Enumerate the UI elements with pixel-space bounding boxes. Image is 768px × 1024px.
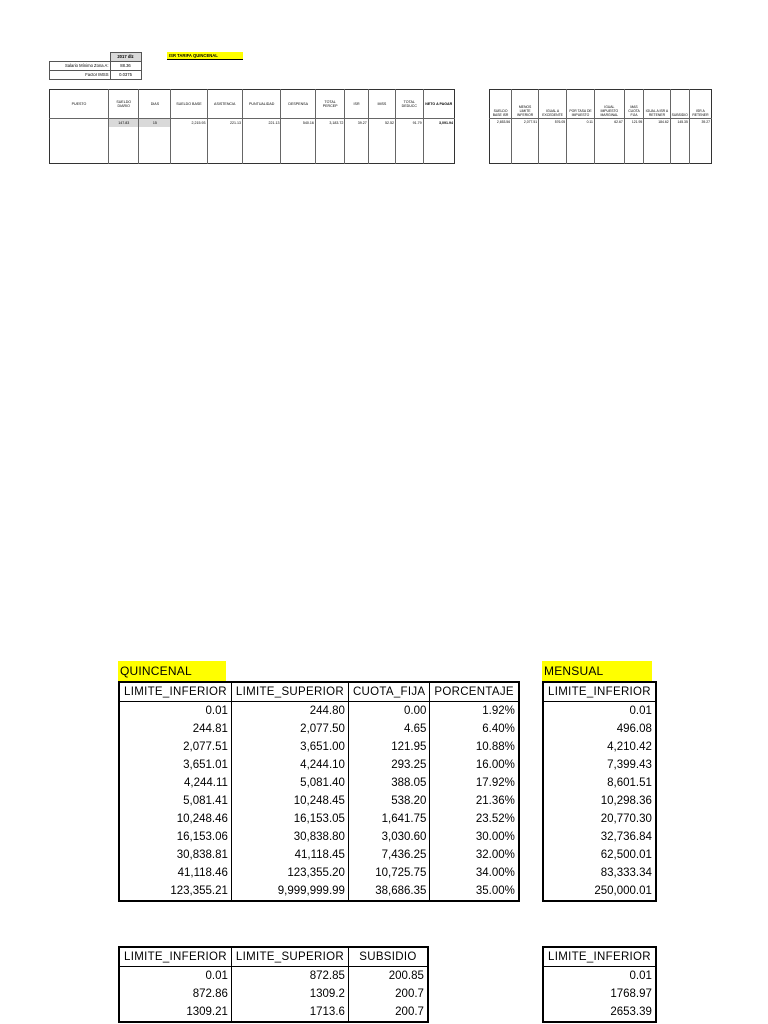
isr-calc-value-cell: 184.62 xyxy=(644,119,670,128)
payroll-empty-cell xyxy=(281,127,315,164)
table-row xyxy=(119,846,519,864)
table-cell: 10,248.45 xyxy=(231,792,348,810)
table-row xyxy=(119,702,519,721)
isr-calc-empty-cell xyxy=(594,127,624,164)
table-cell: 1713.6 xyxy=(231,1003,348,1022)
isr-calc-header-cell: MENOS LIMITE INFERIOR xyxy=(512,90,539,119)
isr-calc-value-cell: 121.95 xyxy=(624,119,643,128)
table-row xyxy=(119,792,519,810)
table-cell: 0.00 xyxy=(348,702,429,721)
payroll-value-cell: 15 xyxy=(139,119,171,128)
payroll-empty-cell xyxy=(396,127,424,164)
table-cell: 41,118.46 xyxy=(119,864,231,882)
year-label: 2017 dlz xyxy=(110,53,141,62)
table-row xyxy=(543,774,656,792)
isr-calc-empty-cell xyxy=(644,127,670,164)
isr-calc-header-cell: POR TASA DE IMPUESTO xyxy=(567,90,595,119)
table-cell: 123,355.21 xyxy=(119,882,231,901)
payroll-header-cell: TOTAL PERCEP xyxy=(315,90,344,119)
table-cell: 293.25 xyxy=(348,756,429,774)
subsidio-mensual-table xyxy=(542,946,657,1023)
table-cell: 5,081.40 xyxy=(231,774,348,792)
table-cell: 10,298.36 xyxy=(600,795,652,807)
table-cell: 2,077.50 xyxy=(231,720,348,738)
isr-calc-empty-cell xyxy=(624,127,643,164)
column-header: LIMITE_INFERIOR xyxy=(119,947,231,967)
payroll-value-cell: 221.13 xyxy=(242,119,281,128)
table-cell: 0.01 xyxy=(119,702,231,721)
table-row xyxy=(119,882,519,901)
table-cell: 4,244.11 xyxy=(119,774,231,792)
table-cell: 200.85 xyxy=(388,970,424,982)
isr-calc-empty-cell xyxy=(512,127,539,164)
table-cell: 388.05 xyxy=(348,774,429,792)
table-cell: 1309.21 xyxy=(119,1003,231,1022)
table-cell: 4.65 xyxy=(348,720,429,738)
payroll-header-cell: SUELDO BASE xyxy=(171,90,207,119)
payroll-header-cell: NETO A PAGAR xyxy=(423,90,454,119)
payroll-header-cell: ASISTENCIA xyxy=(207,90,242,119)
table-cell: 244.80 xyxy=(231,702,348,721)
table-cell: 0.01 xyxy=(629,705,652,717)
payroll-header-cell: ISR xyxy=(345,90,368,119)
isr-tarifa-title: ISR TARIFA QUINCENAL xyxy=(167,52,243,60)
table-cell: 200.7 xyxy=(395,1006,424,1018)
isr-calc-empty-cell xyxy=(539,127,567,164)
table-row xyxy=(543,864,656,882)
isr-calc-empty-cell xyxy=(490,127,512,164)
imss-factor-value: 0.0375 xyxy=(110,71,141,80)
table-cell: 23.52% xyxy=(475,813,515,825)
table-row xyxy=(119,810,519,828)
payroll-header-cell: DIAS xyxy=(139,90,171,119)
config-table xyxy=(49,52,142,80)
table-cell: 34.00% xyxy=(475,867,515,879)
table-cell: 21.36% xyxy=(475,795,515,807)
table-cell: 0.01 xyxy=(119,967,231,986)
table-cell: 6.40% xyxy=(482,723,515,735)
payroll-empty-cell xyxy=(207,127,242,164)
table-cell: 3,651.01 xyxy=(119,756,231,774)
table-row xyxy=(119,967,428,986)
quincenal-table xyxy=(118,681,520,902)
table-cell: 200.7 xyxy=(395,988,424,1000)
column-header: LIMITE_SUPERIOR xyxy=(231,947,348,967)
payroll-value-cell: 3,091.94 xyxy=(439,120,453,125)
column-header: LIMITE_INFERIOR xyxy=(543,682,656,702)
table-row xyxy=(543,756,656,774)
mensual-title: MENSUAL xyxy=(542,661,652,681)
table-row xyxy=(543,967,656,986)
min-wage-value: 88.36 xyxy=(110,62,141,71)
table-cell: 2653.39 xyxy=(610,1006,652,1018)
table-row xyxy=(119,864,519,882)
table-cell: 8,601.51 xyxy=(607,777,652,789)
payroll-empty-cell xyxy=(242,127,281,164)
table-cell: 3,651.00 xyxy=(231,738,348,756)
payroll-value-cell: 91.79 xyxy=(396,119,424,128)
table-cell: 872.86 xyxy=(119,985,231,1003)
payroll-empty-cell xyxy=(368,127,395,164)
isr-calc-table xyxy=(489,89,712,164)
table-cell: 4,244.10 xyxy=(231,756,348,774)
imss-factor-label: Factor IMSS xyxy=(50,71,111,80)
table-cell: 4,210.42 xyxy=(607,741,652,753)
column-header: PORCENTAJE xyxy=(430,682,519,702)
table-cell: 2,077.51 xyxy=(119,738,231,756)
quincenal-title: QUINCENAL xyxy=(118,661,226,681)
table-cell: 30,838.81 xyxy=(119,846,231,864)
payroll-empty-cell xyxy=(423,127,454,164)
table-cell: 62,500.01 xyxy=(600,849,652,861)
table-row xyxy=(543,828,656,846)
table-row xyxy=(543,720,656,738)
table-cell: 30,838.80 xyxy=(231,828,348,846)
table-row xyxy=(543,702,656,721)
payroll-value-cell: 540.16 xyxy=(281,119,315,128)
isr-calc-empty-cell xyxy=(670,127,689,164)
isr-calc-value-cell: 62.67 xyxy=(594,119,624,128)
isr-calc-empty-cell xyxy=(567,127,595,164)
column-header: LIMITE_SUPERIOR xyxy=(231,682,348,702)
payroll-value-cell: 2,215.93 xyxy=(171,119,207,128)
table-row xyxy=(543,1003,656,1022)
payroll-empty-cell xyxy=(345,127,368,164)
table-row xyxy=(543,985,656,1003)
table-cell: 9,999,999.99 xyxy=(231,882,348,901)
table-row xyxy=(119,738,519,756)
isr-calc-value-cell: 2,077.51 xyxy=(512,119,539,128)
isr-calc-header-cell: ISR A RETENER xyxy=(689,90,711,119)
table-cell: 7,436.25 xyxy=(348,846,429,864)
table-cell: 32.00% xyxy=(475,849,515,861)
payroll-value-cell: 39.27 xyxy=(345,119,368,128)
table-row xyxy=(543,882,656,901)
table-cell: 123,355.20 xyxy=(231,864,348,882)
payroll-header-cell: PUNTUALIDAD xyxy=(242,90,281,119)
payroll-empty-cell xyxy=(50,127,109,164)
column-header: LIMITE_INFERIOR xyxy=(543,947,656,967)
table-cell: 1768.97 xyxy=(610,988,652,1000)
payroll-header-cell: SUELDO DIARIO xyxy=(109,90,139,119)
column-header: CUOTA_FIJA xyxy=(348,682,429,702)
isr-calc-value-cell: 39.27 xyxy=(701,120,710,125)
isr-calc-value-cell: 2,653.56 xyxy=(490,119,512,128)
payroll-header-cell: TOTAL DEDUCC xyxy=(396,90,424,119)
table-row xyxy=(119,828,519,846)
isr-calc-header-cell: SUELDO BASE ISR xyxy=(490,90,512,119)
isr-calc-header-cell: MAS CUOTA FIJA xyxy=(624,90,643,119)
table-cell: 41,118.45 xyxy=(231,846,348,864)
table-row xyxy=(119,720,519,738)
table-row xyxy=(119,1003,428,1022)
isr-calc-empty-cell xyxy=(689,127,711,164)
payroll-header-cell: PUESTO xyxy=(50,90,109,119)
table-cell: 496.08 xyxy=(616,723,652,735)
isr-calc-header-cell: IGUAL A ISR A RETENER xyxy=(644,90,670,119)
isr-calc-header-cell: SUBSIDIO xyxy=(670,90,689,119)
table-cell: 20,770.30 xyxy=(600,813,652,825)
table-cell: 1,641.75 xyxy=(348,810,429,828)
payroll-value-cell: 221.13 xyxy=(207,119,242,128)
column-header: LIMITE_INFERIOR xyxy=(119,682,231,702)
table-row xyxy=(119,985,428,1003)
isr-calc-value-cell: 576.05 xyxy=(539,119,567,128)
table-cell: 5,081.41 xyxy=(119,792,231,810)
subsidio-quincenal-table xyxy=(118,946,429,1023)
table-row xyxy=(119,756,519,774)
table-cell: 872.85 xyxy=(231,967,348,986)
table-row xyxy=(543,810,656,828)
table-cell: 1.92% xyxy=(482,705,515,717)
payroll-header-cell: IMSS xyxy=(368,90,395,119)
min-wage-label: Salario Mínimo Zona A: xyxy=(50,62,111,71)
isr-calc-value-cell: 0.11 xyxy=(567,119,595,128)
payroll-value-cell: 52.52 xyxy=(368,119,395,128)
table-cell: 1309.2 xyxy=(231,985,348,1003)
table-cell: 32,736.84 xyxy=(600,831,652,843)
payroll-table xyxy=(49,89,455,164)
payroll-empty-cell xyxy=(139,127,171,164)
table-row xyxy=(543,792,656,810)
table-cell: 16.00% xyxy=(475,759,515,771)
table-cell: 17.92% xyxy=(475,777,515,789)
payroll-empty-cell xyxy=(109,127,139,164)
table-cell: 538.20 xyxy=(348,792,429,810)
isr-calc-header-cell: IGUAL A EXCEDENTE xyxy=(539,90,567,119)
table-cell: 83,333.34 xyxy=(600,867,652,879)
mensual-table xyxy=(542,681,657,902)
table-cell: 250,000.01 xyxy=(594,885,652,897)
table-cell: 16,153.05 xyxy=(231,810,348,828)
isr-calc-header-cell: IGUAL IMPUESTO MARGINAL xyxy=(594,90,624,119)
table-cell: 38,686.35 xyxy=(348,882,429,901)
table-cell: 7,399.43 xyxy=(607,759,652,771)
payroll-header-cell: DESPENSA xyxy=(281,90,315,119)
payroll-value-cell: 147.83 xyxy=(109,119,139,128)
payroll-value-cell xyxy=(50,119,109,128)
table-cell: 16,153.06 xyxy=(119,828,231,846)
payroll-value-cell: 3,183.72 xyxy=(315,119,344,128)
payroll-empty-cell xyxy=(171,127,207,164)
payroll-empty-cell xyxy=(315,127,344,164)
column-header: SUBSIDIO xyxy=(348,947,428,967)
table-cell: 0.01 xyxy=(629,970,652,982)
isr-calc-value-cell: 145.35 xyxy=(670,119,689,128)
table-cell: 10,725.75 xyxy=(348,864,429,882)
table-cell: 30.00% xyxy=(475,831,515,843)
table-cell: 35.00% xyxy=(475,885,515,897)
table-row xyxy=(543,738,656,756)
table-cell: 121.95 xyxy=(348,738,429,756)
table-cell: 244.81 xyxy=(119,720,231,738)
table-row xyxy=(119,774,519,792)
table-row xyxy=(543,846,656,864)
table-cell: 10,248.46 xyxy=(119,810,231,828)
table-cell: 3,030.60 xyxy=(348,828,429,846)
table-cell: 10.88% xyxy=(475,741,515,753)
